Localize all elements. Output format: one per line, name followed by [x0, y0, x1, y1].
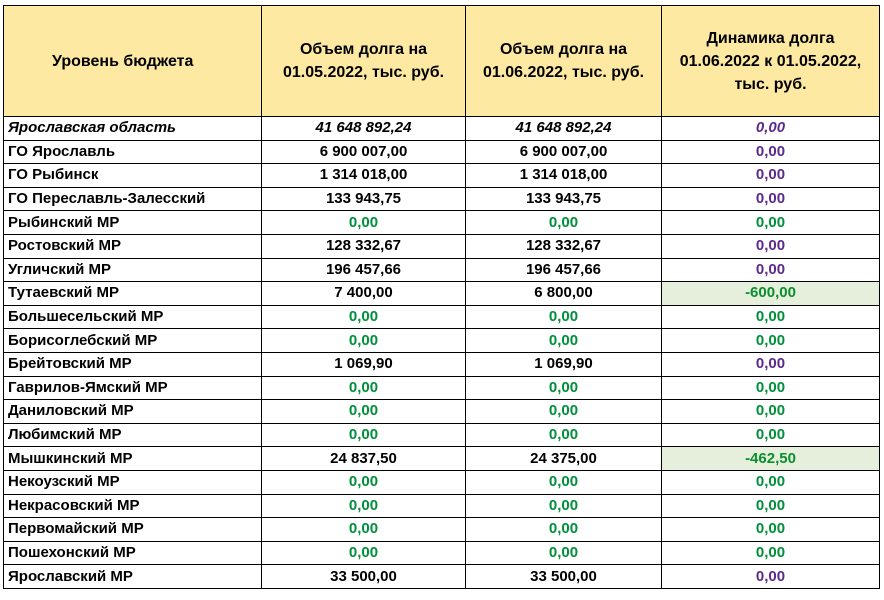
debt-0105-cell: 41 648 892,24 — [262, 117, 466, 141]
budget-level-cell: Некоузский МР — [4, 470, 262, 494]
debt-0106-cell: 6 900 007,00 — [466, 140, 662, 164]
budget-level-cell: Угличский МР — [4, 258, 262, 282]
table-row — [4, 164, 880, 188]
budget-level-cell: Рыбинский МР — [4, 211, 262, 235]
debt-0106-cell: 41 648 892,24 — [466, 117, 662, 141]
budget-level-cell: Ярославский МР — [4, 565, 262, 589]
debt-0105-cell: 1 069,90 — [262, 352, 466, 376]
budget-level-cell: Тутаевский МР — [4, 282, 262, 306]
budget-level-cell: Некрасовский МР — [4, 494, 262, 518]
debt-dynamics-cell: 0,00 — [662, 400, 880, 424]
debt-0106-cell: 0,00 — [466, 400, 662, 424]
table-row — [4, 447, 880, 471]
debt-0106-cell: 1 314 018,00 — [466, 164, 662, 188]
debt-0106-cell: 0,00 — [466, 305, 662, 329]
debt-dynamics-cell: 0,00 — [662, 470, 880, 494]
debt-0105-cell: 1 314 018,00 — [262, 164, 466, 188]
debt-table — [3, 5, 880, 589]
debt-0105-cell: 0,00 — [262, 305, 466, 329]
header-budget-level: Уровень бюджета — [4, 6, 262, 117]
debt-0105-cell: 0,00 — [262, 211, 466, 235]
debt-0106-cell: 0,00 — [466, 541, 662, 565]
debt-dynamics-cell: 0,00 — [662, 117, 880, 141]
budget-level-cell: ГО Ярославль — [4, 140, 262, 164]
debt-0106-cell: 6 800,00 — [466, 282, 662, 306]
budget-level-cell: Брейтовский МР — [4, 352, 262, 376]
table-row — [4, 518, 880, 542]
debt-dynamics-cell: 0,00 — [662, 211, 880, 235]
debt-0106-cell: 133 943,75 — [466, 187, 662, 211]
table-row — [4, 352, 880, 376]
budget-level-cell: Любимский МР — [4, 423, 262, 447]
budget-level-cell: Даниловский МР — [4, 400, 262, 424]
debt-dynamics-cell: -462,50 — [662, 447, 880, 471]
debt-0106-cell: 33 500,00 — [466, 565, 662, 589]
table-row — [4, 282, 880, 306]
header-debt-0105: Объем долга на 01.05.2022, тыс. руб. — [262, 6, 466, 117]
budget-level-cell: Ярославская область — [4, 117, 262, 141]
debt-0105-cell: 196 457,66 — [262, 258, 466, 282]
table-row — [4, 305, 880, 329]
budget-level-cell: ГО Рыбинск — [4, 164, 262, 188]
debt-0105-cell: 133 943,75 — [262, 187, 466, 211]
debt-0105-cell: 0,00 — [262, 329, 466, 353]
debt-dynamics-cell: 0,00 — [662, 518, 880, 542]
table-row — [4, 329, 880, 353]
debt-dynamics-cell: 0,00 — [662, 187, 880, 211]
table-row — [4, 234, 880, 258]
table-row — [4, 565, 880, 589]
debt-0106-cell: 0,00 — [466, 423, 662, 447]
debt-dynamics-cell: 0,00 — [662, 565, 880, 589]
budget-level-cell: Ростовский МР — [4, 234, 262, 258]
table-row — [4, 400, 880, 424]
debt-dynamics-cell: 0,00 — [662, 164, 880, 188]
debt-dynamics-cell: 0,00 — [662, 305, 880, 329]
debt-0106-cell: 0,00 — [466, 470, 662, 494]
debt-dynamics-cell: 0,00 — [662, 352, 880, 376]
debt-0105-cell: 128 332,67 — [262, 234, 466, 258]
debt-dynamics-cell: 0,00 — [662, 494, 880, 518]
debt-dynamics-cell: 0,00 — [662, 258, 880, 282]
budget-level-cell: Пошехонский МР — [4, 541, 262, 565]
table-row — [4, 211, 880, 235]
debt-dynamics-cell: 0,00 — [662, 140, 880, 164]
table-row — [4, 258, 880, 282]
budget-level-cell: Борисоглебский МР — [4, 329, 262, 353]
table-row — [4, 140, 880, 164]
debt-dynamics-cell: 0,00 — [662, 329, 880, 353]
table-row — [4, 423, 880, 447]
debt-0105-cell: 0,00 — [262, 470, 466, 494]
debt-dynamics-cell: -600,00 — [662, 282, 880, 306]
budget-level-cell: Гаврилов-Ямский МР — [4, 376, 262, 400]
debt-dynamics-cell: 0,00 — [662, 541, 880, 565]
debt-0106-cell: 128 332,67 — [466, 234, 662, 258]
table-row — [4, 117, 880, 141]
debt-0106-cell: 0,00 — [466, 518, 662, 542]
table-row — [4, 187, 880, 211]
debt-0105-cell: 7 400,00 — [262, 282, 466, 306]
debt-0106-cell: 0,00 — [466, 211, 662, 235]
debt-0105-cell: 0,00 — [262, 518, 466, 542]
debt-0105-cell: 0,00 — [262, 541, 466, 565]
debt-0106-cell: 0,00 — [466, 376, 662, 400]
header-debt-dynamics: Динамика долга 01.06.2022 к 01.05.2022, тыс. руб. — [662, 6, 880, 117]
debt-0106-cell: 1 069,90 — [466, 352, 662, 376]
budget-level-cell: ГО Переславль-Залесский — [4, 187, 262, 211]
header-row — [4, 6, 880, 117]
debt-0105-cell: 24 837,50 — [262, 447, 466, 471]
budget-level-cell: Мышкинский МР — [4, 447, 262, 471]
debt-dynamics-cell: 0,00 — [662, 376, 880, 400]
debt-0105-cell: 0,00 — [262, 494, 466, 518]
debt-0106-cell: 0,00 — [466, 494, 662, 518]
table-row — [4, 376, 880, 400]
debt-0105-cell: 0,00 — [262, 376, 466, 400]
debt-0106-cell: 24 375,00 — [466, 447, 662, 471]
debt-0106-cell: 0,00 — [466, 329, 662, 353]
debt-0105-cell: 33 500,00 — [262, 565, 466, 589]
table-row — [4, 494, 880, 518]
debt-dynamics-cell: 0,00 — [662, 423, 880, 447]
table-row — [4, 541, 880, 565]
budget-level-cell: Первомайский МР — [4, 518, 262, 542]
debt-0105-cell: 6 900 007,00 — [262, 140, 466, 164]
header-debt-0106: Объем долга на 01.06.2022, тыс. руб. — [466, 6, 662, 117]
table-row — [4, 470, 880, 494]
debt-0105-cell: 0,00 — [262, 400, 466, 424]
debt-0106-cell: 196 457,66 — [466, 258, 662, 282]
budget-level-cell: Большесельский МР — [4, 305, 262, 329]
debt-dynamics-cell: 0,00 — [662, 234, 880, 258]
debt-0105-cell: 0,00 — [262, 423, 466, 447]
